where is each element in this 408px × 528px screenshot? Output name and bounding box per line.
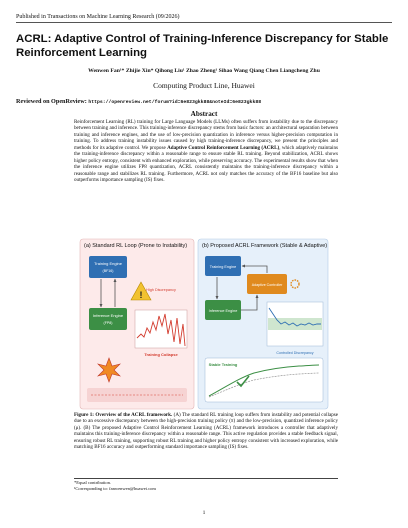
a-inference-precision: (FP8) [103, 321, 113, 325]
b-training-engine-label: Training Engine [209, 265, 237, 269]
paper-title: ACRL: Adaptive Control of Training-Inference Discrepancy for Stable Reinforcement Learning [16, 33, 389, 59]
b-controller-label: Adaptive Controller [251, 283, 283, 287]
running-header: Published in Transactions on Machine Learning Research (09/2026) [16, 14, 392, 23]
a-plot-frame [135, 310, 187, 348]
a-inference-engine-box [89, 308, 127, 330]
page-number: 1 [202, 510, 206, 516]
caption-text: (A) The standard RL training loop suffers from instability and potential collapse due to an excessive discrepancy between the high-precision training policy (π) and the low-precision, quantized inference policy (μ). (B) The proposed Adaptive Control Reinforcement Learning (ACRL) framework introduces a controller that adaptively maintains this training-inference discrepancy within a reasonable range. This active regulation provides a stable feedback signal, ensuring robust RL training, supporting robust RL training and higher policy entropy consistent with increased exploration, while matching BF16 accuracy and outperforming standard importance sampling (IS) fixes. [74, 412, 338, 451]
abstract-heading: Abstract [190, 110, 218, 118]
abstract-method-name: Adaptive Control Reinforcement Learning (ACRL) [167, 144, 280, 151]
footnote-corresponding-author: ¹Corresponding to: fanwenwen@huawei.com [74, 486, 156, 492]
a-discrepancy-label: High Discrepancy [146, 288, 176, 292]
overview-figure [79, 238, 329, 410]
a-training-precision: (BF16) [102, 269, 114, 273]
footnotes [74, 478, 338, 492]
abstract-body [74, 119, 338, 184]
caption-label: Figure 1: Overview of the ACRL framework. [74, 412, 173, 418]
a-collapse-label: Training Collapse [144, 352, 178, 357]
b-inference-engine-label: Inference Engine [208, 309, 238, 313]
openreview-line [16, 98, 392, 105]
b-stable-label: Stable Training [208, 362, 238, 367]
abstract-text-1: Reinforcement Learning (RL) training for Large Language Models (LLMs) often suffers from instability due to the discrepancy between training and inference. This training-inference discrepancy stems from basic factors: an architectural separation between training and inference engines, and the use of low-precision quantization in inference versus higher-precision computation in training. To address training instability issues caused by high training-inference discrepancy, we present the principles and methods for its adaptive control. We propose [74, 119, 338, 151]
a-training-engine-label: Training Engine [94, 261, 122, 266]
panel-b-title: (b) Proposed ACRL Framework (Stable & Adaptive) [202, 243, 328, 249]
footnote-equal-contribution: *Equal contribution. [74, 480, 111, 485]
b-discrepancy-label: Controlled Discrepancy [276, 351, 314, 355]
abstract-text-2: , which adaptively maintains the training-inference discrepancy within a reasonable range to ensure stable RL training. Beyond stabilization, ACRL shows higher policy entropy, consistent with enhanced exploration, while preserving accuracy. The experimental results show that when the inference engine utilizes FP8 quantization, ACRL consistently maintains the training-inference discrepancy within a reasonable range and stabilizes RL training. Furthermore, ACRL not only matches the accuracy of the BF16 baseline but also outperforms importance sampling (IS) fixes. [74, 144, 338, 184]
author-list: Wenwen Fan¹* Zhijie Xin* Qihong Liu¹ Zhao Zheng¹ Sihao Wang Qiang Chen Liangcheng Zhu [88, 68, 320, 74]
openreview-link[interactable]: https://openreview.net/forum?id=6e823gkk88&noteId=6e823gkk88 [88, 100, 262, 105]
panel-a-title: (a) Standard RL Loop (Prone to Instability) [84, 243, 188, 249]
figure-caption [74, 412, 338, 451]
a-inference-engine-label: Inference Engine [92, 313, 124, 318]
a-training-engine-box [89, 256, 127, 278]
warning-icon-mark: ! [139, 290, 143, 300]
review-label: Reviewed on OpenReview: [16, 98, 87, 105]
affiliation: Computing Product Line, Huawei [153, 81, 255, 90]
